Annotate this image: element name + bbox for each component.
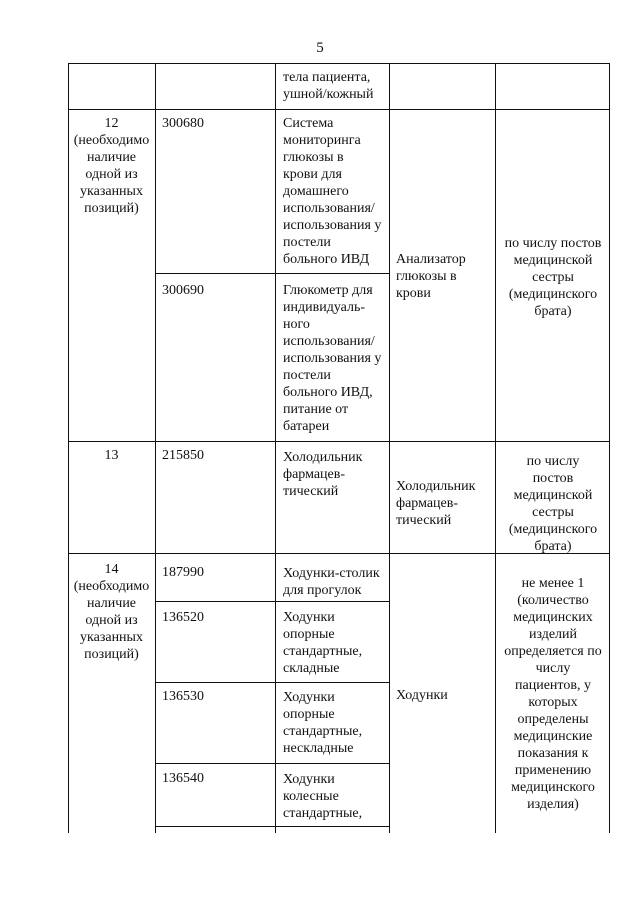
device-type: Холодильник фармацев- тический xyxy=(396,479,476,528)
table-rule xyxy=(68,63,610,64)
table-rule xyxy=(155,682,390,683)
row-number: 12 (необходимо наличие одной из указанных позиций) xyxy=(73,116,150,216)
table-rule xyxy=(155,763,390,764)
item-code: 300680 xyxy=(162,116,204,131)
table-rule xyxy=(68,441,610,442)
item-code: 136540 xyxy=(162,771,204,786)
row-number: 13 xyxy=(104,448,119,463)
table-rule xyxy=(155,63,156,833)
item-name: Ходунки опорные стандартные, складные xyxy=(283,610,363,676)
item-name: Ходунки колесные стандартные, xyxy=(283,772,363,821)
row-number: 14 (необходимо наличие одной из указанных позиций) xyxy=(73,562,150,662)
table-rule xyxy=(155,273,390,274)
item-name: Система мониторинга глюкозы в крови для домашнего использования/ использования у постели больного ИВД xyxy=(283,116,382,267)
item-name: Холодильник фармацев- тический xyxy=(283,450,363,499)
item-code: 300690 xyxy=(162,283,204,298)
item-code: 187990 xyxy=(162,565,204,580)
item-code: 136530 xyxy=(162,689,204,704)
table-rule xyxy=(155,826,390,827)
item-name: Ходунки-столик для прогулок xyxy=(283,566,380,598)
item-name: Ходунки опорные стандартные, нескладные xyxy=(283,690,363,756)
page-number: 5 xyxy=(316,40,324,56)
table-rule xyxy=(68,109,610,110)
table-rule xyxy=(609,63,610,833)
item-name: тела пациента, ушной/кожный xyxy=(283,70,374,102)
item-code: 215850 xyxy=(162,448,204,463)
device-type: Анализатор глюкозы в крови xyxy=(396,252,466,301)
device-type: Ходунки xyxy=(396,688,448,703)
item-code: 136520 xyxy=(162,610,204,625)
table-rule xyxy=(275,63,276,833)
quantity-requirement: по числу постов медицинской сестры (медицинского брата) xyxy=(504,236,602,319)
quantity-requirement: не менее 1 (количество медицинских изделий определяется по числу пациентов, у которых определены медицинские показания к применению медицинского изделия) xyxy=(504,576,602,812)
item-name: Глюкометр для индивидуаль- ного использования/ использования у постели больного ИВД, питание от батареи xyxy=(283,283,382,434)
quantity-requirement: по числу постов медицинской сестры (медицинского брата) xyxy=(508,454,598,554)
